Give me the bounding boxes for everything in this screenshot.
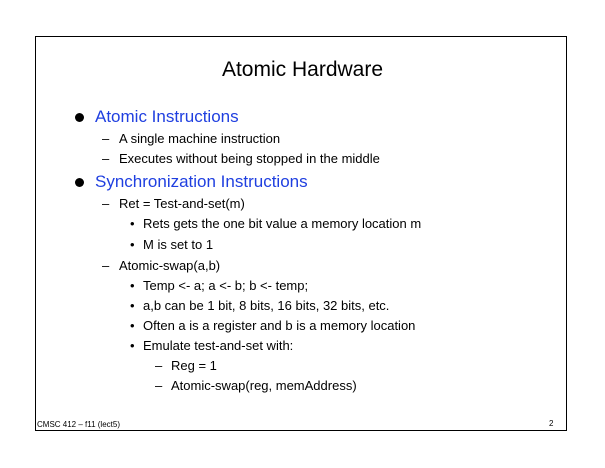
dot-marker: • <box>130 237 135 252</box>
list-item: M is set to 1 <box>143 237 214 252</box>
list-item: Temp <- a; a <- b; b <- temp; <box>143 278 309 293</box>
list-item: A single machine instruction <box>119 131 281 146</box>
section-heading-atomic-instructions: Atomic Instructions <box>95 107 239 126</box>
list-item: a,b can be 1 bit, 8 bits, 16 bits, 32 bits, etc. <box>143 298 390 313</box>
footer-course-label: CMSC 412 – f11 (lect5) <box>37 420 120 429</box>
bullet-dot-icon <box>75 178 84 187</box>
bullet-dot-icon <box>75 113 84 122</box>
list-item: Often a is a register and b is a memory location <box>143 318 416 333</box>
dash-marker: – <box>155 358 163 373</box>
slide-title: Atomic Hardware <box>221 58 384 81</box>
list-item: Atomic-swap(reg, memAddress) <box>171 378 357 393</box>
dot-marker: • <box>130 278 135 293</box>
dot-marker: • <box>130 216 135 231</box>
dot-marker: • <box>130 338 135 353</box>
dash-marker: – <box>102 131 110 146</box>
list-item: Atomic-swap(a,b) <box>119 258 221 273</box>
page-number: 2 <box>549 419 554 428</box>
list-item: Executes without being stopped in the middle <box>119 151 380 166</box>
dash-marker: – <box>155 378 163 393</box>
list-item: Reg = 1 <box>171 358 217 373</box>
dot-marker: • <box>130 298 135 313</box>
list-item: Emulate test-and-set with: <box>143 338 294 353</box>
list-item: Ret = Test-and-set(m) <box>119 196 245 211</box>
section-heading-synchronization-instructions: Synchronization Instructions <box>95 172 308 191</box>
dash-marker: – <box>102 258 110 273</box>
dash-marker: – <box>102 196 110 211</box>
slide-frame <box>35 36 567 431</box>
dash-marker: – <box>102 151 110 166</box>
dot-marker: • <box>130 318 135 333</box>
list-item: Rets gets the one bit value a memory location m <box>143 216 422 231</box>
